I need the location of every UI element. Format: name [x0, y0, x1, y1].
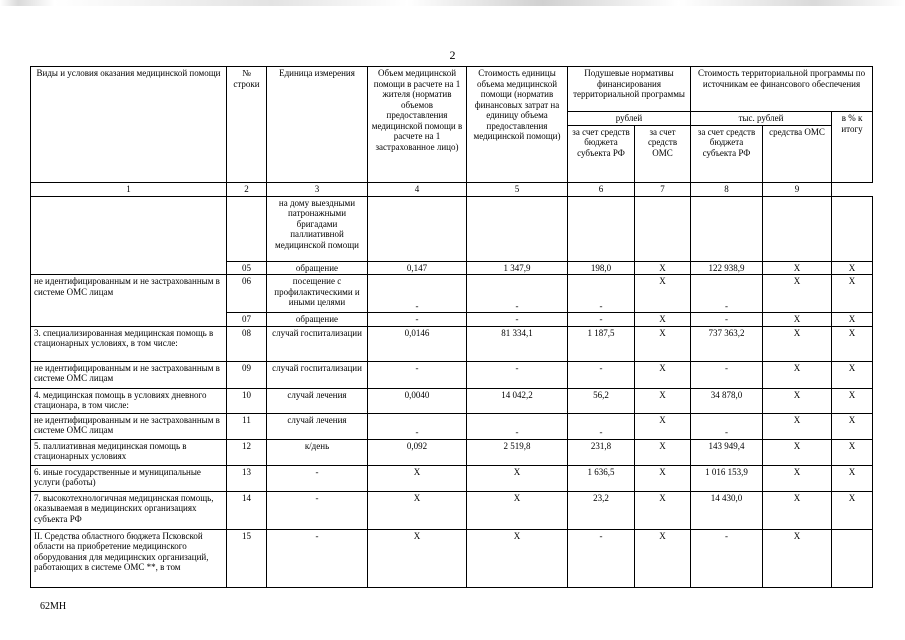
- unit-cell: -: [267, 491, 368, 529]
- program-table: [30, 66, 873, 588]
- per-capita-budget: -: [568, 529, 635, 587]
- sum-oms: X: [763, 326, 832, 361]
- sum-oms: X: [763, 313, 832, 327]
- per-capita-budget: 1 636,5: [568, 465, 635, 491]
- volume-cell: 0,147: [368, 261, 467, 275]
- table-row: [31, 491, 873, 529]
- volume-cell: X: [368, 491, 467, 529]
- sum-budget: -: [691, 361, 763, 388]
- table-row: [31, 465, 873, 491]
- sum-budget: 143 949,4: [691, 439, 763, 465]
- pct-cell: X: [832, 361, 873, 388]
- per-capita-oms: X: [635, 465, 691, 491]
- row-name: 5. паллиативная медицинская помощь в стационарных условиях: [31, 439, 227, 465]
- line-number: 06: [227, 275, 267, 313]
- cost-cell: -: [467, 313, 568, 327]
- cost-cell: 81 334,1: [467, 326, 568, 361]
- col-number: 7: [635, 182, 691, 196]
- pct-cell: X: [832, 491, 873, 529]
- line-number: 13: [227, 465, 267, 491]
- line-number: 05: [227, 261, 267, 275]
- per-capita-budget: 198,0: [568, 261, 635, 275]
- row-name: не идентифицированным и не застрахованным в системе ОМС лицам: [31, 413, 227, 439]
- unit-cell: случай госпитализации: [267, 361, 368, 388]
- sum-budget: 122 938,9: [691, 261, 763, 275]
- volume-cell: -: [368, 275, 467, 313]
- table-row: [31, 388, 873, 413]
- row-name: не идентифицированным и не застрахованным в системе ОМС лицам: [31, 275, 227, 327]
- header-pct: в % к итогу: [832, 112, 873, 183]
- col-number: 5: [467, 182, 568, 196]
- sum-oms: X: [763, 439, 832, 465]
- line-number: 08: [227, 326, 267, 361]
- row-name: 3. специализированная медицинская помощь в стационарных условиях, в том числе:: [31, 326, 227, 361]
- per-capita-budget: 231,8: [568, 439, 635, 465]
- volume-cell: 0,092: [368, 439, 467, 465]
- table-row: [31, 439, 873, 465]
- unit-cell: обращение: [267, 261, 368, 275]
- cost-cell: 2 519,8: [467, 439, 568, 465]
- table-row: [31, 196, 873, 261]
- per-capita-oms: X: [635, 261, 691, 275]
- sum-budget: -: [691, 275, 763, 313]
- line-number: 09: [227, 361, 267, 388]
- sum-budget: -: [691, 413, 763, 439]
- header-budget-tys: за счет средств бюджета субъекта РФ: [691, 125, 763, 182]
- table-row: [31, 275, 873, 313]
- line-number: 07: [227, 313, 267, 327]
- sum-budget: -: [691, 313, 763, 327]
- col-number: 6: [568, 182, 635, 196]
- pct-cell: X: [832, 326, 873, 361]
- unit-cell: на дому выездными патронажными бригадами паллиативной медицинской помощи: [267, 196, 368, 261]
- header-rub: рублей: [568, 112, 691, 126]
- cost-cell: 1 347,9: [467, 261, 568, 275]
- col-number: 3: [267, 182, 368, 196]
- footer-code: 62МН: [40, 601, 67, 612]
- cost-cell: X: [467, 491, 568, 529]
- unit-cell: случай лечения: [267, 413, 368, 439]
- per-capita-budget: 1 187,5: [568, 326, 635, 361]
- line-number: 10: [227, 388, 267, 413]
- per-capita-budget: -: [568, 313, 635, 327]
- per-capita-oms: X: [635, 439, 691, 465]
- page-number: 2: [449, 48, 456, 62]
- sum-oms: X: [763, 361, 832, 388]
- volume-cell: 0,0040: [368, 388, 467, 413]
- header-tys-rub: тыс. рублей: [691, 112, 832, 126]
- cost-cell: -: [467, 361, 568, 388]
- unit-cell: обращение: [267, 313, 368, 327]
- per-capita-oms: X: [635, 326, 691, 361]
- unit-cell: случай лечения: [267, 388, 368, 413]
- volume-cell: 0,0146: [368, 326, 467, 361]
- per-capita-oms: X: [635, 275, 691, 313]
- per-capita-oms: X: [635, 361, 691, 388]
- unit-cell: посещение с профилактическими и иными целями: [267, 275, 368, 313]
- per-capita-oms: X: [635, 529, 691, 587]
- row-name: не идентифицированным и не застрахованным в системе ОМС лицам: [31, 361, 227, 388]
- sum-oms: X: [763, 529, 832, 587]
- pct-cell: X: [832, 275, 873, 313]
- pct-cell: X: [832, 261, 873, 275]
- per-capita-budget: -: [568, 413, 635, 439]
- sum-oms: X: [763, 388, 832, 413]
- header-oms-tys: средства ОМС: [763, 125, 832, 182]
- line-number: 12: [227, 439, 267, 465]
- row-name: 7. высокотехнологичная медицинская помощь, оказываемая в медицинских организациях субъекта РФ: [31, 491, 227, 529]
- row-name: II. Средства областного бюджета Псковской области на приобретение медицинского оборудования для медицинских организаций, работающих в системе ОМС **, в том: [31, 529, 227, 587]
- table-row: [31, 326, 873, 361]
- line-number: 14: [227, 491, 267, 529]
- header-unit: Единица измерения: [267, 67, 368, 183]
- line-number: 15: [227, 529, 267, 587]
- per-capita-budget: -: [568, 361, 635, 388]
- unit-cell: к/день: [267, 439, 368, 465]
- cost-cell: -: [467, 275, 568, 313]
- per-capita-budget: 23,2: [568, 491, 635, 529]
- pct-cell: X: [832, 439, 873, 465]
- sum-budget: 14 430,0: [691, 491, 763, 529]
- sum-oms: X: [763, 413, 832, 439]
- header-oms-rub: за счет средств ОМС: [635, 125, 691, 182]
- sum-budget: -: [691, 529, 763, 587]
- sum-oms: X: [763, 261, 832, 275]
- scan-artifact-line: [0, 0, 905, 6]
- per-capita-budget: 56,2: [568, 388, 635, 413]
- table-row: [31, 413, 873, 439]
- volume-cell: -: [368, 413, 467, 439]
- header-cost: Стоимость единицы объема медицинской помощи (норматив финансовых затрат на единицу объема предоставления медицинской помощи): [467, 67, 568, 183]
- cost-cell: X: [467, 529, 568, 587]
- volume-cell: -: [368, 361, 467, 388]
- sum-oms: X: [763, 275, 832, 313]
- col-number: 1: [31, 182, 227, 196]
- pct-cell: X: [832, 413, 873, 439]
- per-capita-oms: X: [635, 491, 691, 529]
- header-budget-rub: за счет средств бюджета субъекта РФ: [568, 125, 635, 182]
- volume-cell: X: [368, 465, 467, 491]
- header-per-capita: Подушевые нормативы финансирования территориальной программы: [568, 67, 691, 112]
- row-name: 4. медицинская помощь в условиях дневного стационара, в том числе:: [31, 388, 227, 413]
- column-numbers-row: [31, 182, 873, 196]
- col-number: 9: [763, 182, 832, 196]
- line-number: 11: [227, 413, 267, 439]
- pct-cell: X: [832, 388, 873, 413]
- sum-budget: 34 878,0: [691, 388, 763, 413]
- unit-cell: случай госпитализации: [267, 326, 368, 361]
- pct-cell: X: [832, 313, 873, 327]
- table-row: [31, 361, 873, 388]
- row-name: 6. иные государственные и муниципальные услуги (работы): [31, 465, 227, 491]
- header-kind: Виды и условия оказания медицинской помощи: [31, 67, 227, 183]
- per-capita-oms: X: [635, 313, 691, 327]
- cost-cell: X: [467, 465, 568, 491]
- per-capita-budget: -: [568, 275, 635, 313]
- cost-cell: 14 042,2: [467, 388, 568, 413]
- volume-cell: X: [368, 529, 467, 587]
- col-number: 4: [368, 182, 467, 196]
- header-row-1: [31, 67, 873, 112]
- header-program-cost: Стоимость территориальной программы по источникам ее финансового обеспечения: [691, 67, 873, 112]
- sum-budget: 1 016 153,9: [691, 465, 763, 491]
- table-row: [31, 529, 873, 587]
- cost-cell: -: [467, 413, 568, 439]
- header-line-no: № строки: [227, 67, 267, 183]
- per-capita-oms: X: [635, 388, 691, 413]
- col-number: 8: [691, 182, 763, 196]
- col-number: 2: [227, 182, 267, 196]
- per-capita-oms: X: [635, 413, 691, 439]
- header-volume: Объем медицинской помощи в расчете на 1 жителя (норматив объемов предоставления медицинской помощи в расчете на 1 застрахованное лицо): [368, 67, 467, 183]
- unit-cell: -: [267, 465, 368, 491]
- sum-oms: X: [763, 465, 832, 491]
- volume-cell: -: [368, 313, 467, 327]
- sum-budget: 737 363,2: [691, 326, 763, 361]
- unit-cell: -: [267, 529, 368, 587]
- pct-cell: X: [832, 465, 873, 491]
- sum-oms: X: [763, 491, 832, 529]
